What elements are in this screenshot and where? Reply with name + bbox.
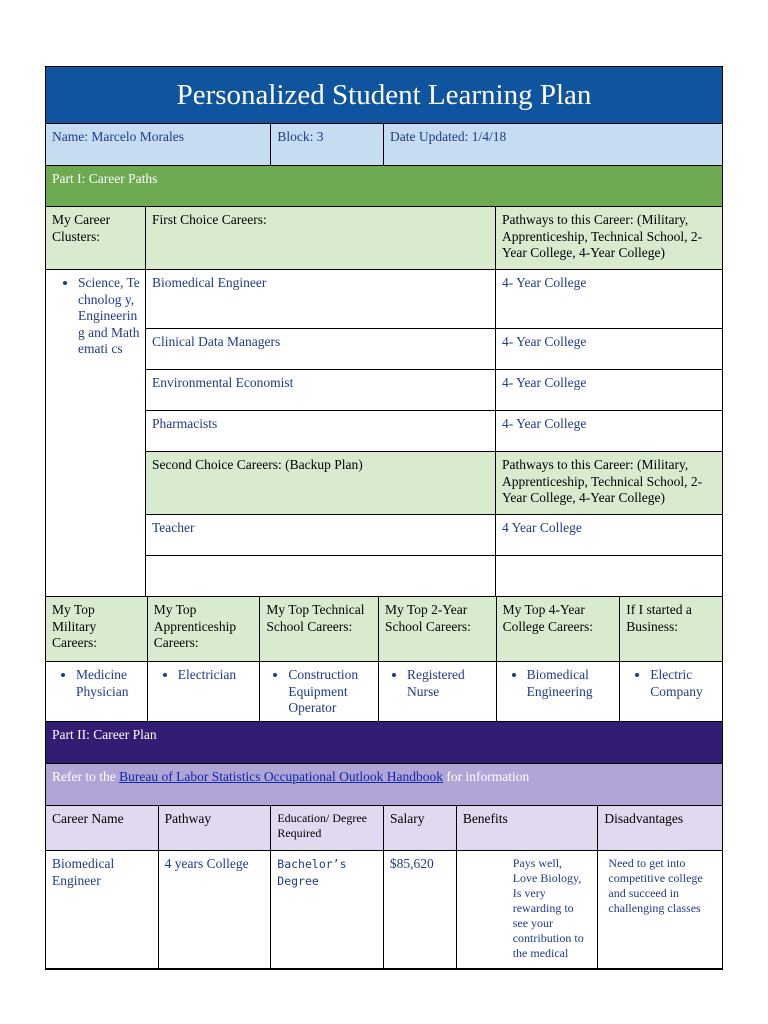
career-choices-column	[146, 207, 722, 597]
part2-header	[45, 722, 723, 764]
business-value	[620, 662, 722, 722]
refer-row	[45, 764, 723, 806]
student-name: Name: Marcelo Morales	[46, 124, 271, 166]
first-choice-career: Clinical Data Managers	[146, 329, 496, 370]
top-military-value	[46, 662, 148, 722]
bls-handbook-link[interactable]: Bureau of Labor Statistics Occupational Outlook Handbook	[119, 769, 444, 784]
top-four-year-value	[497, 662, 621, 722]
second-choice-header	[146, 452, 722, 515]
top-apprenticeship-label: My Top Apprenticeship Careers:	[148, 597, 261, 662]
second-choice-career: Teacher	[146, 515, 496, 556]
part1-header	[45, 166, 723, 207]
refer-suffix: for information	[443, 769, 530, 784]
list-item: • Electrician	[178, 667, 254, 684]
date-updated: Date Updated: 1/4/18	[384, 124, 722, 166]
row-education: Bachelor’s Degree	[271, 851, 384, 969]
top-careers-values-row	[45, 662, 723, 722]
pathways-label: Pathways to this Career: (Military, Apprenticeship, Technical School, 2-Year College, 4-Year College)	[496, 207, 722, 270]
first-choice-row	[146, 270, 722, 329]
career-clusters-label: My Career Clusters:	[46, 207, 145, 270]
career-clusters-column	[46, 207, 146, 597]
list-item: • Electric Company	[650, 667, 716, 700]
first-choice-row	[146, 370, 722, 411]
col-disadvantages: Disadvantages	[598, 806, 722, 851]
first-choice-pathway: 4- Year College	[496, 411, 722, 452]
part2-title: Part II: Career Plan	[46, 722, 722, 764]
first-choice-pathway: 4- Year College	[496, 370, 722, 411]
learning-plan-document	[45, 66, 723, 970]
business-label: If I started a Business:	[620, 597, 722, 662]
first-choice-row	[146, 411, 722, 452]
first-choice-career: Biomedical Engineer	[146, 270, 496, 329]
first-choice-career: Environmental Economist	[146, 370, 496, 411]
first-choice-label: First Choice Careers:	[146, 207, 496, 270]
second-choice-pathway	[496, 556, 722, 597]
document-title: Personalized Student Learning Plan	[45, 66, 723, 124]
second-choice-row	[146, 556, 722, 597]
top-two-year-label: My Top 2-Year School Careers:	[379, 597, 497, 662]
first-choice-pathway: 4- Year College	[496, 329, 722, 370]
list-item: • Biomedical Engineering	[527, 667, 614, 700]
first-choice-header	[146, 207, 722, 270]
first-choice-row	[146, 329, 722, 370]
list-item: • Registered Nurse	[407, 667, 490, 700]
list-item: • Medicine Physician	[76, 667, 141, 700]
top-technical-label: My Top Technical School Careers:	[260, 597, 379, 662]
top-technical-value	[260, 662, 379, 722]
career-cluster-list	[46, 270, 145, 363]
top-military-label: My Top Military Careers:	[46, 597, 148, 662]
table-row	[45, 851, 723, 970]
row-disadvantages-text: Need to get into competitive college and succeed in challenging classes	[608, 856, 703, 915]
row-pathway: 4 years College	[159, 851, 272, 969]
second-choice-label: Second Choice Careers: (Backup Plan)	[146, 452, 496, 515]
top-apprenticeship-value	[148, 662, 261, 722]
block-number: Block: 3	[271, 124, 384, 166]
refer-text	[46, 764, 722, 806]
top-four-year-label: My Top 4-Year College Careers:	[497, 597, 621, 662]
row-benefits: Pays well, Love Biology, Is very rewarding to see your contribution to the medical	[457, 851, 599, 969]
second-choice-row	[146, 515, 722, 556]
col-education: Education/ Degree Required	[271, 806, 384, 851]
top-careers-header-row	[45, 597, 723, 662]
career-cluster-item: • Science, Technolog y, Engineerin g and Mathemati cs	[78, 275, 141, 358]
second-choice-pathway: 4 Year College	[496, 515, 722, 556]
career-paths-grid	[45, 207, 723, 597]
row-salary: $85,620	[384, 851, 457, 969]
second-pathways-label: Pathways to this Career: (Military, Apprenticeship, Technical School, 2-Year College, 4-Year College)	[496, 452, 722, 515]
second-choice-career	[146, 556, 496, 597]
part1-title: Part I: Career Paths	[46, 166, 722, 207]
career-plan-header-row	[45, 806, 723, 851]
col-pathway: Pathway	[159, 806, 272, 851]
first-choice-career: Pharmacists	[146, 411, 496, 452]
refer-prefix: Refer to the	[52, 769, 120, 784]
top-two-year-value	[379, 662, 497, 722]
row-disadvantages	[598, 851, 722, 969]
row-career-name: Biomedical Engineer	[46, 851, 159, 969]
col-benefits: Benefits	[457, 806, 599, 851]
first-choice-pathway: 4- Year College	[496, 270, 722, 329]
student-info-row	[45, 124, 723, 166]
list-item: • Construction Equipment Operator	[288, 667, 372, 717]
col-salary: Salary	[384, 806, 457, 851]
col-career-name: Career Name	[46, 806, 159, 851]
